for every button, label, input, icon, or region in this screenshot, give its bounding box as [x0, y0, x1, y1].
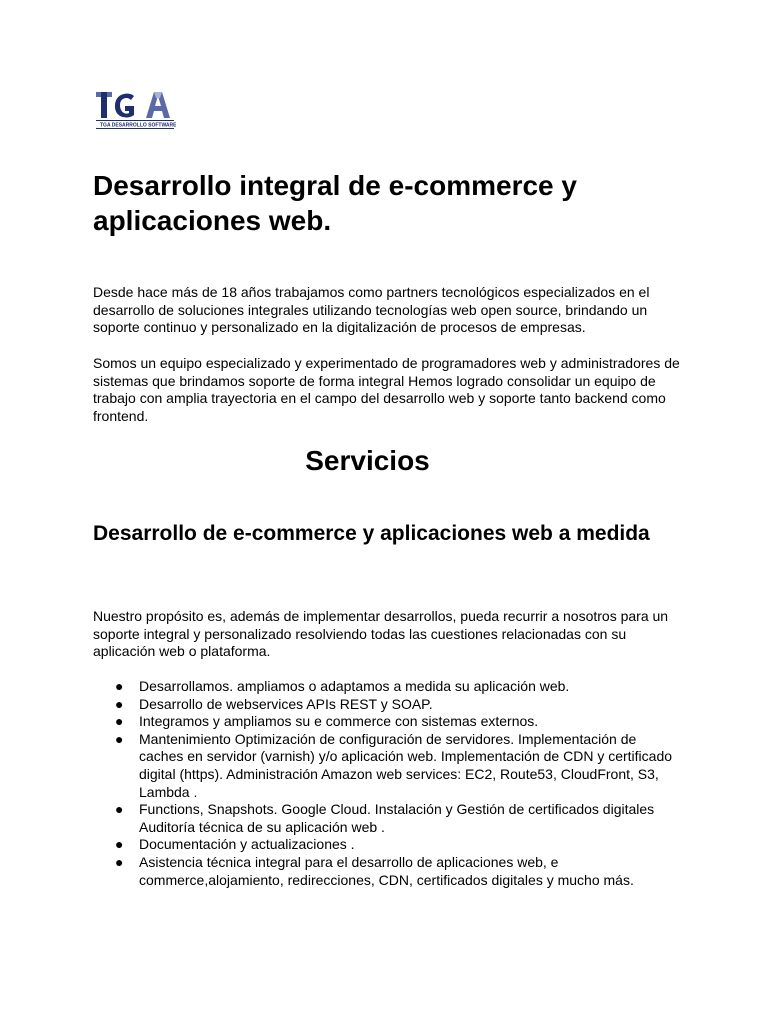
list-item — [93, 854, 673, 889]
bullet-icon: ● — [115, 801, 124, 818]
list-item — [93, 801, 673, 836]
list-item — [93, 713, 673, 731]
list-item-text: Mantenimiento Optimización de configuración de servidores. Implementación de caches en servidor (varnish) y/o aplicación web. Implementación de CDN y certificado digital (https). Administración Amazon web services: EC2, Route53, CloudFront, S3, Lambda . — [139, 730, 673, 800]
intro-paragraph-1: Desde hace más de 18 años trabajamos como partners tecnológicos especializados en el desarrollo de soluciones integrales utilizando tecnologías web open source, brindando un soporte continuo y personalizado en la digitalización de procesos de empresas. — [93, 284, 650, 336]
intro-paragraph-2: Somos un equipo especializado y experimentado de programadores web y administradores de sistemas que brindamos soporte de forma integral Hemos logrado consolidar un equipo de trabajo con amplia trayectoria en el campo del desarrollo web y soporte tanto backend como frontend. — [93, 355, 680, 424]
logo-caption: TGA DESARROLLO SOFTWARE — [100, 122, 176, 129]
services-list — [93, 678, 673, 889]
bullet-icon: ● — [115, 678, 124, 694]
page-title: Desarrollo integral de e-commerce y aplicaciones web. — [93, 170, 577, 236]
list-item — [93, 836, 673, 854]
company-logo — [94, 90, 176, 130]
list-item-text: Functions, Snapshots. Google Cloud. Instalación y Gestión de certificados digitales Auditoría técnica de su aplicación web . — [139, 801, 655, 835]
section-heading: Desarrollo de e-commerce y aplicaciones web a medida — [93, 522, 650, 545]
list-item-text: Integramos y ampliamos su e commerce con sistemas externos. — [139, 713, 539, 730]
list-item — [93, 731, 673, 801]
list-item-text: Desarrollo de webservices APIs REST y SOAP. — [139, 695, 433, 712]
bullet-icon: ● — [115, 853, 124, 870]
list-item-text: Documentación y actualizaciones . — [139, 836, 355, 853]
list-item — [93, 696, 673, 714]
bullet-icon: ● — [115, 836, 124, 853]
list-item-text: Asistencia técnica integral para el desarrollo de aplicaciones web, e commerce,alojamiento, redirecciones, CDN, certificados digitales y mucho más. — [139, 853, 634, 888]
section-paragraph: Nuestro propósito es, además de implementar desarrollos, pueda recurrir a nosotros para un soporte integral y personalizado resolviendo todas las cuestiones relacionadas con su aplicación web o plataforma. — [93, 608, 669, 660]
list-item-text: Desarrollamos. ampliamos o adaptamos a medida su aplicación web. — [139, 678, 570, 694]
bullet-icon: ● — [115, 713, 124, 730]
list-item — [93, 678, 673, 696]
bullet-icon: ● — [115, 730, 124, 747]
services-heading: Servicios — [305, 445, 430, 476]
bullet-icon: ● — [115, 695, 124, 712]
